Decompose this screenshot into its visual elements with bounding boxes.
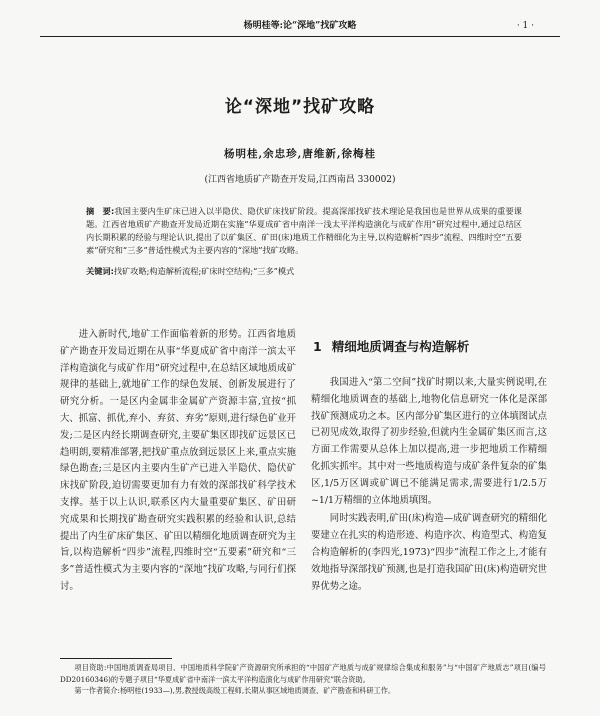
body-left-column	[60, 327, 296, 596]
body-right-column	[311, 327, 547, 595]
header-divider	[40, 36, 560, 37]
section-title: 精细地质调查与构造解析	[331, 339, 470, 354]
page-number: · 1 ·	[516, 21, 534, 31]
body-paragraph: 同时实践表明,矿田(床)构造—成矿调查研究的精细化要建立在扎实的构造形迹、构造序次、构造型式、构造复合构造解析的(李四光,1973)“四步”流程工作之上,才能有效地指导深部找矿预测,也是打造我国矿田(床)构造研究世界优势之途。	[311, 513, 547, 592]
abstract-text: 我国主要内生矿床已进入以半隐伏、隐伏矿床找矿阶段。提高深部找矿技术理论是我国也是世界从成果的重要课题。江西省地质矿产勘查开发局近期在实施“华夏成矿省中南洋一浅太平洋构造演化与成矿作用”研究过程中,通过总结区内长期积累的经验与理论认识,提出了以矿集区、矿田(床)地质工作精细化为主导,以构造解析“四步”流程、四维时空“五要素”研究和“三多”普适性模式为主要内容的“深地”找矿攻略。	[86, 206, 522, 255]
article-authors: 杨明桂,余忠珍,唐维新,徐梅桂	[224, 148, 376, 160]
footnote-author: 第一作者简介:杨明桂(1933—),男,教授级高级工程师,长期从事区域地质调查、矿产勘查和科研工作。	[74, 686, 396, 695]
running-head-title: 杨明桂等:论“深地”找矿攻略	[243, 21, 357, 31]
running-head	[0, 18, 600, 34]
footnotes	[60, 662, 546, 697]
article-affiliation: (江西省地质矿产勘查开发局,江西南昌 330002)	[204, 175, 396, 185]
abstract-label: 摘 要:	[86, 206, 115, 216]
article-title: 论“深地”找矿攻略	[224, 97, 376, 117]
section-heading	[313, 339, 547, 355]
footnote-funding: 项目资助:中国地质调查局项目、中国地质科学院矿产资源研究所承担的“中国矿产地质与成矿规律综合集成和服务”与“中国矿产地质志”项目(编号DD20160346)的专题子项目“华夏成矿省中南洋一滨太平洋构造演化与成矿作用研究”联合资助。	[60, 663, 546, 684]
section-number: 1	[313, 339, 322, 354]
keywords-label: 关键词:	[86, 266, 114, 276]
keywords	[86, 265, 522, 278]
body-paragraph: 我国进入“第二空间”找矿时期以来,大量实例说明,在精细化地质调查的基础上,地物化信息研究一体化是深部找矿预测成功之本。区内部分矿集区进行的立体填图试点已初见成效,取得了初步经验,但就内生金属矿集区而言,这方面工作需要从总体上加以提高,进一步把地质工作精细化抓实抓牢。其中对一些地质构造与成矿条件复杂的矿集区,1/5万区调或矿调已不能满足需求,需要进行1/2.5万~1/1万精细的立体地质填图。	[311, 377, 547, 506]
footnote-divider	[60, 658, 172, 659]
keywords-text: 找矿攻略;构造解析流程;矿床时空结构;“三多”模式	[113, 266, 295, 276]
abstract	[86, 205, 522, 257]
intro-paragraph: 进入新时代,地矿工作面临着新的形势。江西省地质矿产勘查开发局近期在从事“华夏成矿省中南洋一滨太平洋构造演化与成矿作用”研究过程中,在总结区域地质成矿规律的基础上,就地矿工作的绿色发展、创新发展进行了研究分析。一是区内金属非金属矿产资源丰富,宜按“抓大、抓富、抓优,弃小、弃贫、弃劣”原则,进行绿色矿业开发;二是区内经长期调查研究,主要矿集区即找矿远景区已趋明朗,要精准部署,把找矿重点放到远景区上来,重点实施绿色勘查;三是区内主要内生矿产已进入半隐伏、隐伏矿床找矿阶段,迫切需要更加有力有效的深部找矿科学技术支撑。基于以上认识,联系区内大量重要矿集区、矿田研究成果和长期找矿勘查研究实践积累的经验和认识,总结提出了内生矿床矿集区、矿田以精细化地质调查研究为主旨,以构造解析“四步”流程,四维时空“五要素”研究和“三多”普适性模式为主要内容的“深地”找矿攻略,与同行们探讨。	[60, 329, 296, 592]
